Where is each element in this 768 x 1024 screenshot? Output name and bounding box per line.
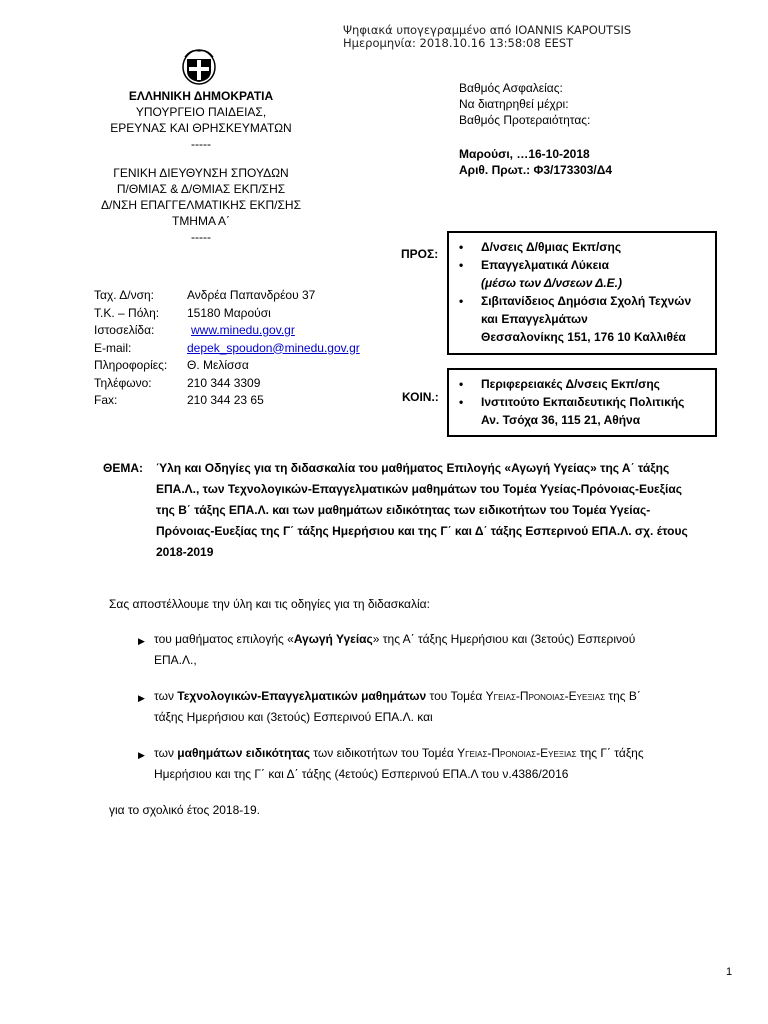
document-date: Μαρούσι, …16-10-2018 (459, 147, 590, 161)
cc-address: Αν. Τσόχα 36, 115 21, Αθήνα (481, 413, 641, 427)
bullet-text (138, 686, 716, 728)
triangle-bullet-icon: ▶ (138, 750, 145, 760)
contact-row-phone (94, 375, 394, 393)
contact-row-email (94, 340, 394, 358)
to-recipients-box (447, 231, 717, 355)
contact-label: Τ.Κ. – Πόλη: (94, 305, 160, 320)
contact-row-website (94, 322, 394, 340)
text-run: του μαθήματος επιλογής « (154, 632, 294, 646)
cc-recipients-box (447, 368, 717, 437)
body-closing: για το σχολικό έτος 2018-19. (109, 803, 260, 817)
text-run-smallcaps: Υγειας-Προνοιας-Ευεξιας (457, 746, 577, 760)
directorate-line-1: ΓΕΝΙΚΗ ΔΙΕΥΘΥΝΣΗ ΣΠΟΥΔΩΝ (113, 166, 289, 180)
issuer-header (86, 88, 316, 104)
text-run-bold: μαθημάτων ειδικότητας (177, 746, 310, 760)
ministry-line-1: ΥΠΟΥΡΓΕΙΟ ΠΑΙΔΕΙΑΣ, (135, 105, 267, 119)
bullet-text (138, 629, 716, 671)
security-block (459, 80, 590, 128)
priority-level: Βαθμός Προτεραιότητας: (459, 113, 591, 127)
to-label: ΠΡΟΣ: (401, 247, 439, 261)
directorate-line-2: Π/ΘΜΙΑΣ & Δ/ΘΜΙΑΣ ΕΚΠ/ΣΗΣ (116, 182, 286, 196)
recipient-item: • Σιβιτανίδειος Δημόσια Σχολή Τεχνών και Επαγγελμάτων Θεσσαλονίκης 151, 176 10 Καλλιθέα (453, 292, 709, 346)
subject-line-5: 2018-2019 (156, 545, 214, 559)
contact-row-postcode (94, 305, 394, 323)
body-intro: Σας αποστέλλουμε την ύλη και τις οδηγίες για τη διδασκαλία: (109, 597, 430, 611)
cc-name: Ινστιτούτο Εκπαιδευτικής Πολιτικής (481, 395, 685, 409)
republic-title: ΕΛΛΗΝΙΚΗ ΔΗΜΟΚΡΑΤΙΑ (128, 89, 274, 103)
triangle-bullet-icon: ▶ (138, 693, 145, 703)
cc-item: • Ινστιτούτο Εκπαιδευτικής Πολιτικής Αν. Τσόχα 36, 115 21, Αθήνα (453, 393, 709, 429)
contact-row-address (94, 287, 394, 305)
text-run: της Β΄ (605, 689, 641, 703)
triangle-bullet-icon: ▶ (138, 636, 145, 646)
contact-label: Fax: (94, 393, 118, 407)
page-number: 1 (726, 966, 733, 978)
subject-text (156, 458, 714, 563)
text-run: της Γ΄ τάξης (576, 746, 644, 760)
recipient-name-cont: και Επαγγελμάτων (481, 312, 588, 326)
contact-label: Ταχ. Δ/νση: (94, 288, 155, 302)
text-run: ΕΠΑ.Λ., (154, 653, 197, 667)
separator-2: ----- (191, 230, 211, 244)
recipient-item: • Επαγγελματικά Λύκεια (μέσω των Δ/νσεων Δ.Ε.) (453, 256, 709, 292)
body-bullet-1 (138, 629, 716, 671)
contact-label: Πληροφορίες: (94, 358, 168, 372)
contact-label: Ιστοσελίδα: (94, 323, 155, 337)
email-link[interactable]: depek_spoudon@minedu.gov.gr (187, 340, 360, 355)
subject-line-4: Πρόνοιας-Ευεξίας της Γ΄ τάξης Ημερήσιου και της Γ΄ και Δ΄ τάξης Εσπερινού ΕΠΑ.Λ. σχ. έτους (156, 524, 688, 538)
recipient-name: Δ/νσεις Δ/θμιας Εκπ/σης (481, 240, 622, 254)
subject-line-3: της Β΄ τάξης ΕΠΑ.Λ. και των μαθημάτων ειδικότητας των ειδικοτήτων του Τομέα Υγείας- (156, 503, 651, 517)
text-run: των (154, 689, 178, 703)
text-run-bold: Τεχνολογικών-Επαγγελματικών μαθημάτων (177, 689, 427, 703)
text-run: των ειδικοτήτων του Τομέα (309, 746, 458, 760)
text-run: των (154, 746, 178, 760)
subject-line-1: Ύλη και Οδηγίες για τη διδασκαλία του μαθήματος Επιλογής «Αγωγή Υγείας» της Α΄ τάξης (156, 461, 670, 475)
cc-name: Περιφερειακές Δ/νσεις Εκπ/σης (481, 377, 660, 391)
directorate-line-4: ΤΜΗΜΑ Α΄ (171, 214, 230, 228)
contact-label: Τηλέφωνο: (94, 375, 152, 390)
protocol-number: Αριθ. Πρωτ.: Φ3/173303/Δ4 (459, 163, 613, 177)
contact-row-info (94, 357, 394, 375)
date-protocol-block (459, 146, 612, 178)
recipient-item: • Δ/νσεις Δ/θμιας Εκπ/σης (459, 240, 622, 254)
contact-value: 210 344 3309 (187, 375, 261, 390)
separator-1: ----- (191, 137, 211, 151)
recipient-name: Σιβιτανίδειος Δημόσια Σχολή Τεχνών (481, 294, 692, 308)
text-run: Ημερήσιου και της Γ΄ και Δ΄ τάξης (4ετούς) Εσπερινού ΕΠΑ.Λ του ν.4386/2016 (154, 767, 569, 781)
bullet-text (138, 743, 716, 785)
body-bullet-3 (138, 743, 716, 785)
contact-row-fax (94, 392, 394, 410)
recipient-name: Επαγγελματικά Λύκεια (481, 258, 610, 272)
subject-line-2: ΕΠΑ.Λ., των Τεχνολογικών-Επαγγελματικών μαθημάτων του Τομέα Υγείας-Πρόνοιας-Ευεξίας (156, 482, 682, 496)
signature-line-2: Ημερομηνία: 2018.10.16 13:58:08 EEST (343, 36, 574, 50)
cc-item: • Περιφερειακές Δ/νσεις Εκπ/σης (459, 377, 660, 391)
ministry-block (86, 104, 316, 152)
recipient-address: Θεσσαλονίκης 151, 176 10 Καλλιθέα (481, 330, 686, 344)
text-run-bold: Αγωγή Υγείας (293, 632, 373, 646)
contact-value: Ανδρέα Παπανδρέου 37 (187, 288, 316, 302)
greek-coat-of-arms-icon (181, 47, 217, 85)
digital-signature (343, 24, 631, 50)
security-level: Βαθμός Ασφαλείας: (459, 81, 563, 95)
contact-label: E-mail: (94, 340, 132, 355)
text-run: » της Α΄ τάξης Ημερήσιου και (3ετούς) Εσπερινού (372, 632, 636, 646)
contact-value: Θ. Μελίσσα (187, 358, 249, 372)
signature-line-1: Ψηφιακά υπογεγραμμένο από IOANNIS KAPOUTSIS (343, 23, 632, 37)
subject-label: ΘΕΜΑ: (103, 461, 143, 475)
website-link[interactable]: www.minedu.gov.gr (191, 323, 295, 337)
directorate-line-3: Δ/ΝΣΗ ΕΠΑΓΓΕΛΜΑΤΙΚΗΣ ΕΚΠ/ΣΗΣ (100, 198, 302, 212)
text-run: τάξης Ημερήσιου και (3ετούς) Εσπερινού ΕΠΑ.Λ. και (154, 710, 433, 724)
contact-value: 15180 Μαρούσι (187, 305, 271, 320)
contact-value: 210 344 23 65 (187, 393, 264, 407)
keep-until: Να διατηρηθεί μέχρι: (459, 97, 569, 111)
text-run: του Τομέα (426, 689, 486, 703)
ministry-line-2: ΕΡΕΥΝΑΣ ΚΑΙ ΘΡΗΣΚΕΥΜΑΤΩΝ (110, 121, 292, 135)
body-bullet-2 (138, 686, 716, 728)
cc-label: ΚΟΙΝ.: (402, 390, 439, 404)
contact-details (94, 287, 394, 410)
directorate-block (86, 165, 316, 245)
recipient-note: (μέσω των Δ/νσεων Δ.Ε.) (481, 276, 623, 290)
text-run-smallcaps: Υγειας-Προνοιας-Ευεξιας (485, 689, 606, 703)
